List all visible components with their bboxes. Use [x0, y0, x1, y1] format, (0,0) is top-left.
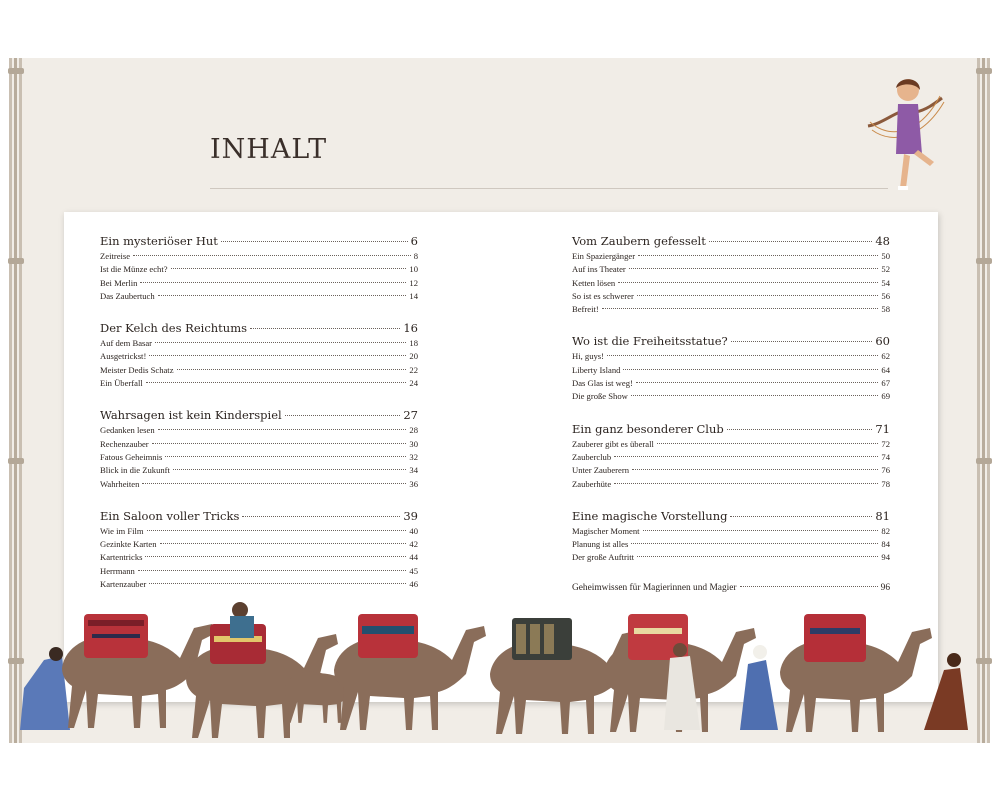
- toc-entry[interactable]: Zauberhüte 78: [572, 478, 890, 489]
- toc-chapter: [100, 232, 418, 303]
- girl-illustration-icon: [860, 76, 950, 201]
- toc-appendix-entry[interactable]: Geheimwissen für Magierinnen und Magier 96: [572, 582, 890, 593]
- chapter-heading[interactable]: Wahrsagen ist kein Kinderspiel 27: [100, 408, 418, 423]
- toc-entry[interactable]: Herrmann 45: [100, 565, 418, 576]
- chapter-heading[interactable]: Der Kelch des Reichtums 16: [100, 321, 418, 336]
- toc-entry[interactable]: Rechenzauber 30: [100, 438, 418, 449]
- toc-chapter: [572, 420, 890, 491]
- toc-entry[interactable]: Kartentricks 44: [100, 552, 418, 563]
- toc-entry[interactable]: Meister Dedis Schatz 22: [100, 364, 418, 375]
- toc-entry[interactable]: Wahrheiten 36: [100, 478, 418, 489]
- title-divider: [210, 188, 888, 189]
- toc-chapter: [572, 332, 890, 403]
- toc-entry[interactable]: Gedanken lesen 28: [100, 425, 418, 436]
- toc-entry[interactable]: Ist die Münze echt? 10: [100, 264, 418, 275]
- toc-entry[interactable]: Planung ist alles 84: [572, 539, 890, 550]
- toc-chapter: [100, 507, 418, 591]
- toc-entry[interactable]: Unter Zauberern 76: [572, 465, 890, 476]
- toc-entry[interactable]: Ein Spaziergänger 50: [572, 251, 890, 261]
- toc-entry[interactable]: Zeitreise 8: [100, 251, 418, 261]
- toc-entry[interactable]: Das Zaubertuch 14: [100, 290, 418, 301]
- toc-entry[interactable]: Auf dem Basar 18: [100, 338, 418, 349]
- toc-entry[interactable]: Liberty Island 64: [572, 364, 890, 375]
- page-title: INHALT: [210, 134, 328, 165]
- camel-caravan-icon: [0, 598, 1000, 743]
- chapter-heading[interactable]: Ein mysteriöser Hut 6: [100, 234, 418, 248]
- toc-entry[interactable]: Befreit! 58: [572, 304, 890, 315]
- chapter-heading[interactable]: Vom Zaubern gefesselt 48: [572, 234, 890, 248]
- toc-entry[interactable]: Zauberclub 74: [572, 451, 890, 462]
- toc-entry[interactable]: Hi, guys! 62: [572, 351, 890, 362]
- chapter-heading[interactable]: Ein Saloon voller Tricks 39: [100, 508, 418, 523]
- toc-entry[interactable]: Fatous Geheimnis 32: [100, 451, 418, 462]
- toc-entry[interactable]: Das Glas ist weg! 67: [572, 378, 890, 389]
- toc-entry[interactable]: Wie im Film 40: [100, 525, 418, 536]
- toc-chapter: [100, 406, 418, 490]
- toc-entry[interactable]: Gezinkte Karten 42: [100, 539, 418, 550]
- toc-entry[interactable]: Ein Überfall 24: [100, 378, 418, 389]
- toc-entry[interactable]: Zauberer gibt es überall 72: [572, 438, 890, 449]
- toc-entry[interactable]: Kartenzauber 46: [100, 579, 418, 590]
- toc-entry[interactable]: Magischer Moment 82: [572, 525, 890, 536]
- toc-entry[interactable]: Bei Merlin 12: [100, 277, 418, 288]
- toc-chapter: [572, 232, 890, 316]
- toc-entry[interactable]: Ausgetrickst! 20: [100, 351, 418, 362]
- toc-entry[interactable]: Der große Auftritt 94: [572, 552, 890, 563]
- toc-entry[interactable]: Auf ins Theater 52: [572, 264, 890, 275]
- chapter-heading[interactable]: Eine magische Vorstellung 81: [572, 508, 890, 523]
- toc-column-right: [572, 232, 890, 595]
- toc-entry[interactable]: Blick in die Zukunft 34: [100, 465, 418, 476]
- toc-chapter: [100, 319, 418, 390]
- toc-entry[interactable]: Die große Show 69: [572, 391, 890, 402]
- toc-entry[interactable]: Ketten lösen 54: [572, 277, 890, 288]
- toc-chapter: [572, 507, 890, 565]
- chapter-heading[interactable]: Wo ist die Freiheitsstatue? 60: [572, 334, 890, 349]
- toc-column-left: [100, 232, 418, 607]
- toc-entry[interactable]: So ist es schwerer 56: [572, 290, 890, 301]
- chapter-heading[interactable]: Ein ganz besonderer Club 71: [572, 421, 890, 436]
